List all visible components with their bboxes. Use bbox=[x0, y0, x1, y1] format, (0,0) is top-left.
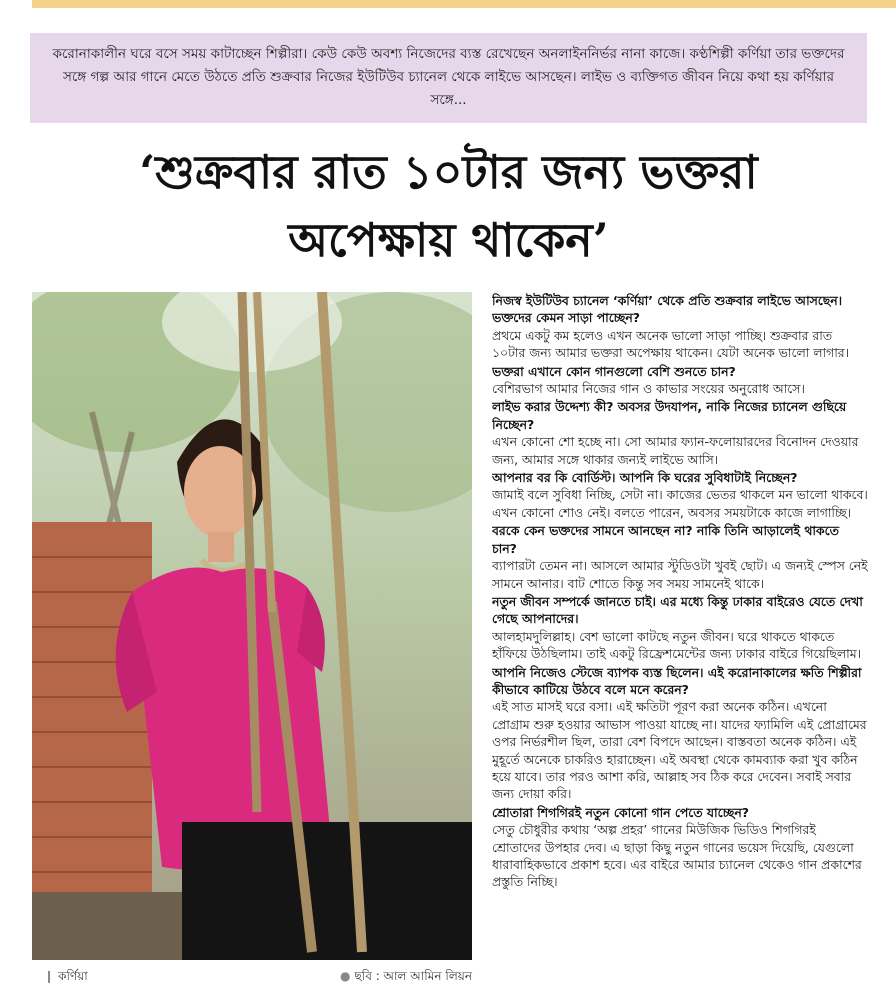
question: বরকে কেন ভক্তদের সামনে আনছেন না? নাকি তিনি আড়ালেই থাকতে চান? bbox=[492, 523, 839, 556]
caption-subject-text: কর্ণিয়া bbox=[58, 969, 88, 983]
question: নতুন জীবন সম্পর্কে জানতে চাই। এর মধ্যে কিন্তু ঢাকার বাইরেও যেতে দেখা গেছে আপনাদের। bbox=[492, 593, 863, 627]
question: লাইভ করার উদ্দেশ্য কী? অবসর উদযাপন, নাকি নিজের চ্যানেল গুছিয়ে নিচ্ছেন? bbox=[492, 399, 847, 432]
qa-block bbox=[492, 522, 868, 592]
question: নিজস্ব ইউটিউব চ্যানেল ‘কর্ণিয়া’ থেকে প্রতি শুক্রবার লাইভে আসছেন। ভক্তদের কেমন সাড়া পাচ্ছেন? bbox=[492, 293, 843, 326]
qa-block bbox=[492, 664, 868, 803]
intro-text: করোনাকালীন ঘরে বসে সময় কাটাচ্ছেন শিল্পীরা। কেউ কেউ অবশ্য নিজেদের ব্যস্ত রেখেছেন অনলাইননির্ভর নানা কাজে। কণ্ঠশিল্পী কর্ণিয়া তার ভক্তদের সঙ্গে গল্প আর গানে মেতে উঠতে প্রতি শুক্রবার নিজের ইউটিউব চ্যানেল থেকে লাইভে আসছেন। লাইভ ও ব্যক্তিগত জীবন নিয়ে কথা হয় কর্ণিয়ার সঙ্গে... bbox=[52, 46, 845, 108]
qa-block bbox=[492, 469, 868, 521]
caption-dot-icon: ● bbox=[340, 969, 351, 983]
photo-caption-row bbox=[32, 962, 472, 988]
qa-block bbox=[492, 804, 868, 891]
question: আপনি নিজেও স্টেজে ব্যাপক ব্যস্ত ছিলেন। এই করোনাকালের ক্ষতি শিল্পীরা কীভাবে কাটিয়ে উঠবে বলে মনে করেন? bbox=[492, 664, 862, 697]
question: ভক্তরা এখানে কোন গানগুলো বেশি শুনতে চান? bbox=[492, 363, 736, 379]
answer: আলহামদুলিল্লাহ। বেশ ভালো কাটছে নতুন জীবন। ঘরে থাকতে থাকতে হাঁফিয়ে উঠছিলাম। তাই একটু রিফ্রেশমেন্টের জন্য ঢাকার বাইরে গিয়েছিলাম। bbox=[492, 628, 862, 662]
photo bbox=[32, 292, 472, 960]
caption-credit-text: ছবি : আল আমিন লিয়ন bbox=[354, 969, 472, 983]
answer: সেতু চৌধুরীর কথায় ‘অল্প প্রহর’ গানের মিউজিক ভিডিও শিগগিরই শ্রোতাদের উপহার দেব। এ ছাড়া কিছু নতুন গানের ভয়েস দিয়েছি, যেগুলো ধারাবাহিকভাবে প্রকাশ হবে। এর বাইরে আমার চ্যানেল থেকেও গান প্রকাশের প্রস্তুতি নিচ্ছি। bbox=[492, 822, 862, 890]
intro-box bbox=[30, 33, 867, 123]
answer: ব্যাপারটা তেমন না। আসলে আমার স্টুডিওটা খুবই ছোট। এ জন্যই স্পেস নেই সামনে আনার। বাট শোতে কিন্তু সব সময় সামনেই থাকে। bbox=[492, 558, 868, 591]
answer: এখন কোনো শো হচ্ছে না। সো আমার ফ্যান-ফলোয়ারদের বিনোদন দেওয়ার জন্য, আমার সঙ্গে থাকার জন্যই লাইভে আসি। bbox=[492, 434, 859, 467]
answer: এই সাত মাসই ঘরে বসা। এই ক্ষতিটা পূরণ করা অনেক কঠিন। এখনো প্রোগ্রাম শুরু হওয়ার আভাস পাওয়া যাচ্ছে না। যাদের ফ্যামিলি এই প্রোগ্রামের ওপর নির্ভরশীল ছিল, তারা বেশ বিপদে আছেন। বাস্তবতা অনেক কঠিন। এই মুহূর্তে অনেকে চাকরিও হারাচ্ছেন। এই অবস্থা থেকে কামব্যাক করা খুব কঠিন হয়ে যাবে। তার পরও আশা করি, আল্লাহ সব ঠিক করে দেবেন। সবাই সবার জন্য দোয়া করি। bbox=[492, 699, 867, 802]
qa-block bbox=[492, 398, 868, 468]
qa-block bbox=[492, 593, 868, 663]
question: শ্রোতারা শিগগিরই নতুন কোনো গান পেতে যাচ্ছেন? bbox=[492, 804, 749, 820]
qa-block bbox=[492, 363, 868, 398]
headline-line-1: ‘শুক্রবার রাত ১০টার জন্য ভক্তরা bbox=[139, 145, 758, 199]
top-accent-rule bbox=[32, 0, 896, 8]
answer: প্রথমে একটু কম হলেও এখন অনেক ভালো সাড়া পাচ্ছি। শুক্রবার রাত ১০টার জন্য আমার ভক্তরা অপেক্ষায় থাকেন। যেটা অনেক ভালো লাগার। bbox=[492, 327, 850, 361]
caption-subject bbox=[44, 968, 88, 988]
interview-article bbox=[492, 292, 868, 990]
qa-block bbox=[492, 292, 868, 362]
answer: বেশিরভাগ আমার নিজের গান ও কাভার সংয়ের অনুরোধ আসে। bbox=[492, 381, 805, 397]
question: আপনার বর কি বোর্ডিস্ট। আপনি কি ঘরের সুবিধাটাই নিচ্ছেন? bbox=[492, 470, 798, 486]
answer: জামাই বলে সুবিধা নিচ্ছি, সেটা না। কাজের ভেতর থাকলে মন ভালো থাকবে। এখন কোনো শোও নেই। বলতে পারেন, অবসর সময়টাকে কাজে লাগাচ্ছি। bbox=[492, 487, 868, 520]
caption-credit bbox=[340, 968, 472, 988]
headline-line-2: অপেক্ষায় থাকেন’ bbox=[288, 213, 609, 267]
caption-bar-icon: ❙ bbox=[44, 969, 55, 983]
